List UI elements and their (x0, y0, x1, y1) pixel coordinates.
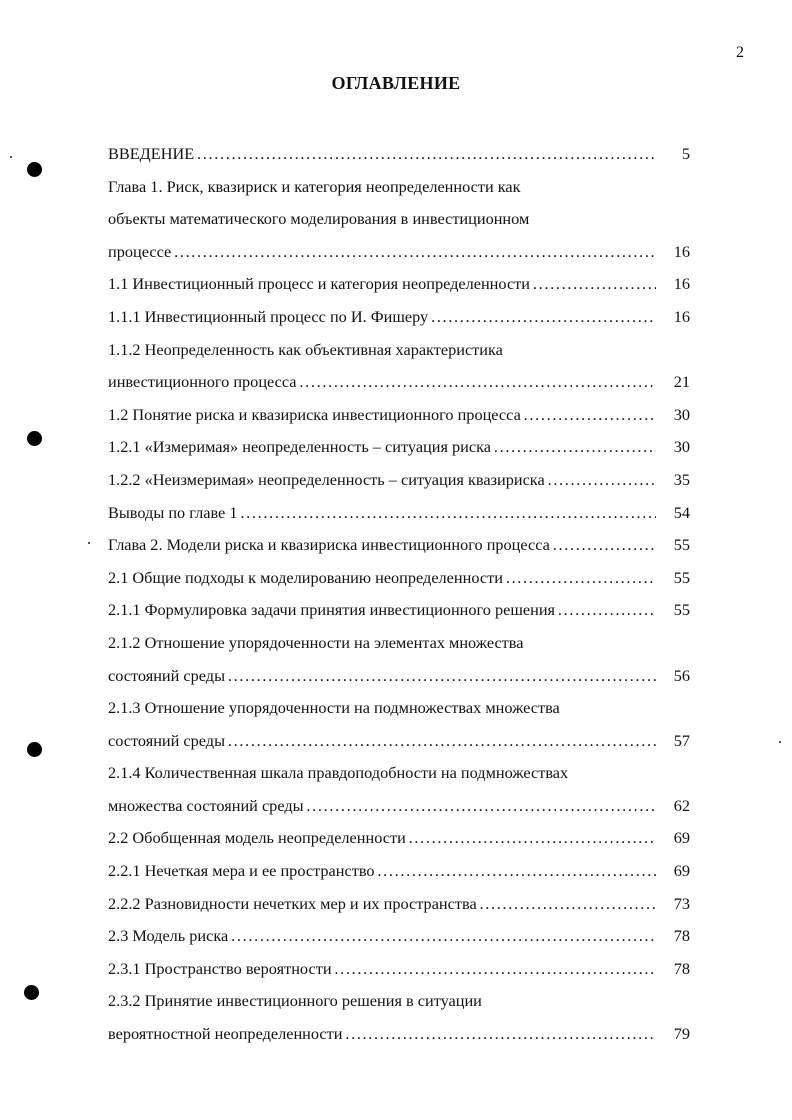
toc-entry (108, 562, 690, 595)
toc-entry-title: 2.3.1 Пространство вероятности . . . (108, 953, 658, 986)
toc-entry (108, 790, 690, 823)
toc-entry (108, 366, 690, 399)
toc-entry-title: 1.2.2 «Неизмеримая» неопределенность – ситуация квазириска . . . (108, 464, 658, 497)
toc-entry (108, 1018, 690, 1051)
toc-entry (108, 855, 690, 888)
toc-entry (108, 399, 690, 432)
punch-hole-mark (27, 742, 42, 757)
toc-entry-page-number: 55 (656, 562, 690, 595)
toc-entry (108, 725, 690, 758)
toc-entry (108, 985, 690, 1018)
toc-entry-title: Глава 2. Модели риска и квазириска инвестиционного процесса . . . (108, 529, 658, 562)
toc-entry-title: 2.1.4 Количественная шкала правдоподобности на подмножествах (108, 763, 569, 783)
toc-entry-page-number: 30 (656, 399, 690, 432)
toc-entry (108, 953, 690, 986)
toc-entry-title: 2.1 Общие подходы к моделированию неопределенности . . . (108, 562, 658, 595)
toc-entry (108, 171, 690, 204)
toc-entry-title: 1.2 Понятие риска и квазириска инвестиционного процесса . . . (108, 399, 658, 432)
toc-entry (108, 692, 690, 725)
toc-entry (108, 236, 690, 269)
table-of-contents (108, 138, 690, 1051)
toc-entry-page-number: 78 (656, 920, 690, 953)
toc-entry (108, 431, 690, 464)
toc-entry-title: вероятностной неопределенности . . . (108, 1018, 658, 1051)
toc-entry-title: Выводы по главе 1 . . . (108, 497, 658, 530)
toc-entry-title: инвестиционного процесса . . . (108, 366, 658, 399)
toc-entry-page-number: 16 (656, 236, 690, 269)
toc-entry-page-number: 73 (656, 888, 690, 921)
punch-hole-mark (27, 431, 42, 446)
toc-entry (108, 660, 690, 693)
toc-entry-title: Глава 1. Риск, квазириск и категория неопределенности как (108, 176, 521, 196)
toc-entry-title: 2.3 Модель риска . . . (108, 920, 658, 953)
toc-entry-page-number: 5 (656, 138, 690, 171)
toc-entry-title: 1.1.2 Неопределенность как объективная характеристика (108, 339, 503, 359)
page-title: ОГЛАВЛЕНИЕ (331, 73, 461, 93)
toc-entry-title: процессе . . . (108, 236, 658, 269)
toc-entry-title: 2.2 Обобщенная модель неопределенности . . . (108, 822, 658, 855)
toc-entry-page-number: 78 (656, 953, 690, 986)
punch-hole-mark (27, 162, 42, 177)
toc-entry-title: 2.1.1 Формулировка задачи принятия инвестиционного решения . . . (108, 594, 658, 627)
toc-entry-title: 2.2.1 Нечеткая мера и ее пространство . . . (108, 855, 658, 888)
toc-entry (108, 920, 690, 953)
toc-entry (108, 627, 690, 660)
toc-entry (108, 301, 690, 334)
toc-entry-page-number: 16 (656, 268, 690, 301)
scan-speck (88, 542, 90, 544)
toc-entry-page-number: 79 (656, 1018, 690, 1051)
scan-speck (10, 156, 12, 158)
toc-entry-page-number: 56 (656, 660, 690, 693)
toc-entry (108, 268, 690, 301)
toc-entry-title: состояний среды . . . (108, 725, 658, 758)
toc-entry (108, 888, 690, 921)
toc-entry-page-number: 30 (656, 431, 690, 464)
toc-entry-title: 2.2.2 Разновидности нечетких мер и их пространства . . . (108, 888, 658, 921)
toc-entry-title: 1.2.1 «Измеримая» неопределенность – ситуация риска . . . (108, 431, 658, 464)
toc-entry (108, 594, 690, 627)
toc-entry (108, 464, 690, 497)
toc-entry (108, 757, 690, 790)
toc-entry-title: 2.1.3 Отношение упорядоченности на подмножествах множества (108, 698, 560, 718)
toc-entry-title: 2.1.2 Отношение упорядоченности на элементах множества (108, 632, 524, 652)
toc-entry-page-number: 21 (656, 366, 690, 399)
toc-entry-title: состояний среды . . . (108, 660, 658, 693)
toc-entry-page-number: 55 (656, 529, 690, 562)
toc-entry-page-number: 35 (656, 464, 690, 497)
toc-entry (108, 334, 690, 367)
scan-speck (779, 741, 781, 743)
toc-entry (108, 497, 690, 530)
toc-entry-page-number: 55 (656, 594, 690, 627)
toc-entry-title: множества состояний среды . . . (108, 790, 658, 823)
toc-entry-title: ВВЕДЕНИЕ . . . (108, 138, 658, 171)
toc-entry-page-number: 54 (656, 497, 690, 530)
toc-entry (108, 203, 690, 236)
punch-hole-mark (24, 985, 39, 1000)
toc-entry-page-number: 62 (656, 790, 690, 823)
toc-entry-page-number: 16 (656, 301, 690, 334)
toc-entry (108, 529, 690, 562)
page-number: 2 (736, 44, 744, 61)
toc-entry-page-number: 69 (656, 855, 690, 888)
toc-entry-title: 2.3.2 Принятие инвестиционного решения в ситуации (108, 991, 482, 1011)
toc-entry-title: 1.1 Инвестиционный процесс и категория неопределенности . . . (108, 268, 658, 301)
toc-entry-page-number: 57 (656, 725, 690, 758)
toc-entry (108, 138, 690, 171)
toc-entry-page-number: 69 (656, 822, 690, 855)
toc-entry-title: объекты математического моделирования в инвестиционном (108, 209, 530, 229)
toc-entry (108, 822, 690, 855)
toc-entry-title: 1.1.1 Инвестиционный процесс по И. Фишеру . . . (108, 301, 658, 334)
